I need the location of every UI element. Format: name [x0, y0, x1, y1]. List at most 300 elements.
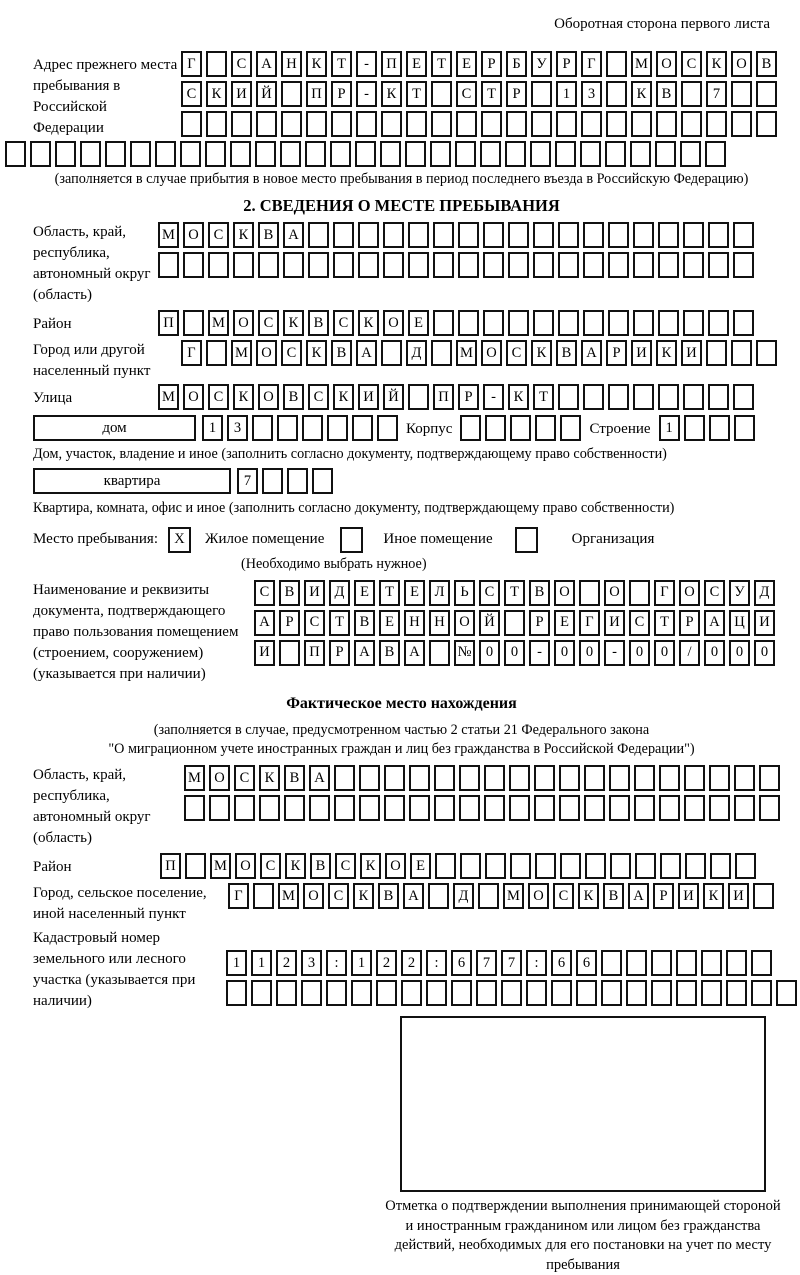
char-cell[interactable]: С [553, 883, 574, 909]
char-cell[interactable] [483, 222, 504, 248]
char-cell[interactable] [359, 765, 380, 791]
char-cell[interactable]: Д [453, 883, 474, 909]
char-cell[interactable] [606, 51, 627, 77]
char-cell[interactable] [208, 252, 229, 278]
char-cell[interactable]: О [383, 310, 404, 336]
char-cell[interactable] [480, 141, 501, 167]
char-cell[interactable]: О [183, 384, 204, 410]
char-cell[interactable]: А [403, 883, 424, 909]
char-cell[interactable]: Р [331, 81, 352, 107]
char-cell[interactable] [501, 980, 522, 1006]
char-cell[interactable] [584, 795, 605, 821]
char-cell[interactable]: У [729, 580, 750, 606]
char-cell[interactable] [651, 950, 672, 976]
char-cell[interactable]: В [310, 853, 331, 879]
char-cell[interactable] [708, 252, 729, 278]
char-cell[interactable]: С [208, 222, 229, 248]
char-cell[interactable] [505, 141, 526, 167]
char-cell[interactable] [226, 980, 247, 1006]
char-cell[interactable] [651, 980, 672, 1006]
char-cell[interactable] [531, 81, 552, 107]
char-cell[interactable] [731, 81, 752, 107]
char-cell[interactable]: И [681, 340, 702, 366]
char-cell[interactable] [478, 883, 499, 909]
char-cell[interactable] [381, 111, 402, 137]
char-cell[interactable]: 6 [451, 950, 472, 976]
char-cell[interactable]: 1 [351, 950, 372, 976]
char-cell[interactable] [601, 980, 622, 1006]
char-cell[interactable]: Е [410, 853, 431, 879]
char-cell[interactable] [508, 252, 529, 278]
char-cell[interactable] [633, 252, 654, 278]
char-cell[interactable] [376, 980, 397, 1006]
char-cell[interactable]: В [283, 384, 304, 410]
char-cell[interactable] [80, 141, 101, 167]
char-cell[interactable] [580, 141, 601, 167]
char-cell[interactable]: Р [329, 640, 350, 666]
char-cell[interactable] [560, 415, 581, 441]
char-cell[interactable] [380, 141, 401, 167]
char-cell[interactable]: С [308, 384, 329, 410]
char-cell[interactable]: С [479, 580, 500, 606]
char-cell[interactable] [630, 141, 651, 167]
char-cell[interactable] [435, 853, 456, 879]
char-cell[interactable]: 1 [226, 950, 247, 976]
char-cell[interactable]: 3 [227, 415, 248, 441]
char-cell[interactable]: С [704, 580, 725, 606]
char-cell[interactable] [5, 141, 26, 167]
char-cell[interactable] [708, 310, 729, 336]
apartment-box[interactable]: квартира [33, 468, 231, 494]
char-cell[interactable]: Г [654, 580, 675, 606]
char-cell[interactable]: : [426, 950, 447, 976]
char-cell[interactable] [287, 468, 308, 494]
char-cell[interactable] [381, 340, 402, 366]
char-cell[interactable]: К [285, 853, 306, 879]
char-cell[interactable]: И [304, 580, 325, 606]
char-cell[interactable] [183, 252, 204, 278]
char-cell[interactable] [605, 141, 626, 167]
char-cell[interactable] [608, 222, 629, 248]
char-cell[interactable]: О [235, 853, 256, 879]
char-cell[interactable]: - [604, 640, 625, 666]
char-cell[interactable] [356, 111, 377, 137]
char-cell[interactable] [685, 853, 706, 879]
char-cell[interactable]: О [256, 340, 277, 366]
char-cell[interactable] [206, 111, 227, 137]
char-cell[interactable] [455, 141, 476, 167]
char-cell[interactable] [751, 950, 772, 976]
char-cell[interactable]: 0 [729, 640, 750, 666]
char-cell[interactable]: В [378, 883, 399, 909]
char-cell[interactable] [756, 340, 777, 366]
char-cell[interactable]: 1 [251, 950, 272, 976]
char-cell[interactable]: Г [228, 883, 249, 909]
char-cell[interactable]: М [503, 883, 524, 909]
char-cell[interactable] [484, 795, 505, 821]
char-cell[interactable]: К [333, 384, 354, 410]
char-cell[interactable]: Т [533, 384, 554, 410]
char-cell[interactable] [608, 252, 629, 278]
char-cell[interactable] [676, 980, 697, 1006]
char-cell[interactable] [708, 384, 729, 410]
char-cell[interactable]: К [233, 222, 254, 248]
char-cell[interactable]: О [233, 310, 254, 336]
char-cell[interactable] [706, 340, 727, 366]
char-cell[interactable]: В [756, 51, 777, 77]
char-cell[interactable] [180, 141, 201, 167]
char-cell[interactable]: К [508, 384, 529, 410]
char-cell[interactable] [255, 141, 276, 167]
char-cell[interactable] [401, 980, 422, 1006]
char-cell[interactable]: Р [653, 883, 674, 909]
char-cell[interactable]: С [456, 81, 477, 107]
char-cell[interactable] [434, 765, 455, 791]
char-cell[interactable] [734, 795, 755, 821]
char-cell[interactable]: П [306, 81, 327, 107]
char-cell[interactable] [731, 111, 752, 137]
char-cell[interactable] [534, 765, 555, 791]
char-cell[interactable]: Н [281, 51, 302, 77]
char-cell[interactable] [635, 853, 656, 879]
char-cell[interactable] [358, 222, 379, 248]
char-cell[interactable]: О [731, 51, 752, 77]
char-cell[interactable] [759, 765, 780, 791]
char-cell[interactable] [608, 310, 629, 336]
char-cell[interactable] [409, 795, 430, 821]
char-cell[interactable] [234, 795, 255, 821]
char-cell[interactable]: С [681, 51, 702, 77]
char-cell[interactable] [709, 795, 730, 821]
char-cell[interactable] [508, 222, 529, 248]
char-cell[interactable]: Т [406, 81, 427, 107]
char-cell[interactable]: Р [606, 340, 627, 366]
char-cell[interactable]: К [353, 883, 374, 909]
char-cell[interactable]: Т [379, 580, 400, 606]
char-cell[interactable] [533, 252, 554, 278]
char-cell[interactable] [533, 222, 554, 248]
char-cell[interactable] [451, 980, 472, 1006]
char-cell[interactable]: О [183, 222, 204, 248]
char-cell[interactable]: Н [404, 610, 425, 636]
char-cell[interactable] [633, 384, 654, 410]
char-cell[interactable] [281, 111, 302, 137]
char-cell[interactable]: / [679, 640, 700, 666]
char-cell[interactable] [658, 252, 679, 278]
char-cell[interactable]: А [256, 51, 277, 77]
char-cell[interactable] [428, 883, 449, 909]
char-cell[interactable] [276, 980, 297, 1006]
char-cell[interactable] [634, 795, 655, 821]
char-cell[interactable] [634, 765, 655, 791]
char-cell[interactable] [433, 252, 454, 278]
residential-checkbox[interactable] [168, 527, 191, 553]
char-cell[interactable] [558, 310, 579, 336]
char-cell[interactable] [231, 111, 252, 137]
char-cell[interactable]: К [578, 883, 599, 909]
char-cell[interactable] [556, 111, 577, 137]
organization-checkbox[interactable] [515, 527, 538, 553]
char-cell[interactable]: П [160, 853, 181, 879]
char-cell[interactable]: И [604, 610, 625, 636]
char-cell[interactable] [656, 111, 677, 137]
char-cell[interactable] [753, 883, 774, 909]
char-cell[interactable]: С [208, 384, 229, 410]
char-cell[interactable]: И [754, 610, 775, 636]
char-cell[interactable]: Т [504, 580, 525, 606]
char-cell[interactable] [710, 853, 731, 879]
char-cell[interactable] [429, 640, 450, 666]
char-cell[interactable] [458, 222, 479, 248]
char-cell[interactable]: 7 [237, 468, 258, 494]
char-cell[interactable]: 1 [556, 81, 577, 107]
char-cell[interactable] [629, 580, 650, 606]
char-cell[interactable]: : [526, 950, 547, 976]
char-cell[interactable] [426, 980, 447, 1006]
char-cell[interactable] [253, 883, 274, 909]
char-cell[interactable] [558, 384, 579, 410]
char-cell[interactable]: Д [406, 340, 427, 366]
char-cell[interactable] [701, 950, 722, 976]
char-cell[interactable] [560, 853, 581, 879]
char-cell[interactable]: М [278, 883, 299, 909]
char-cell[interactable] [585, 853, 606, 879]
char-cell[interactable] [30, 141, 51, 167]
char-cell[interactable]: 7 [476, 950, 497, 976]
char-cell[interactable] [733, 252, 754, 278]
char-cell[interactable] [408, 252, 429, 278]
char-cell[interactable]: Р [481, 51, 502, 77]
char-cell[interactable] [609, 765, 630, 791]
char-cell[interactable] [377, 415, 398, 441]
char-cell[interactable] [408, 222, 429, 248]
char-cell[interactable]: 7 [501, 950, 522, 976]
char-cell[interactable]: К [531, 340, 552, 366]
char-cell[interactable]: - [529, 640, 550, 666]
char-cell[interactable] [631, 111, 652, 137]
char-cell[interactable] [458, 252, 479, 278]
char-cell[interactable] [458, 310, 479, 336]
char-cell[interactable]: К [306, 340, 327, 366]
char-cell[interactable]: М [210, 853, 231, 879]
char-cell[interactable] [483, 310, 504, 336]
char-cell[interactable]: Ц [729, 610, 750, 636]
char-cell[interactable]: Г [579, 610, 600, 636]
char-cell[interactable] [530, 141, 551, 167]
char-cell[interactable] [526, 980, 547, 1006]
char-cell[interactable] [331, 111, 352, 137]
char-cell[interactable] [535, 415, 556, 441]
char-cell[interactable]: М [158, 384, 179, 410]
char-cell[interactable]: Е [554, 610, 575, 636]
char-cell[interactable] [515, 527, 538, 553]
char-cell[interactable] [434, 795, 455, 821]
char-cell[interactable]: М [184, 765, 205, 791]
char-cell[interactable] [155, 141, 176, 167]
char-cell[interactable] [384, 795, 405, 821]
char-cell[interactable] [258, 252, 279, 278]
char-cell[interactable]: О [481, 340, 502, 366]
char-cell[interactable] [181, 111, 202, 137]
char-cell[interactable]: П [433, 384, 454, 410]
char-cell[interactable]: К [358, 310, 379, 336]
char-cell[interactable]: 2 [376, 950, 397, 976]
char-cell[interactable] [504, 610, 525, 636]
char-cell[interactable] [430, 141, 451, 167]
char-cell[interactable]: В [354, 610, 375, 636]
char-cell[interactable] [581, 111, 602, 137]
char-cell[interactable]: Е [456, 51, 477, 77]
char-cell[interactable] [681, 111, 702, 137]
char-cell[interactable] [384, 765, 405, 791]
char-cell[interactable] [476, 980, 497, 1006]
char-cell[interactable]: В [258, 222, 279, 248]
char-cell[interactable]: С [304, 610, 325, 636]
char-cell[interactable]: Д [329, 580, 350, 606]
char-cell[interactable] [406, 111, 427, 137]
char-cell[interactable] [583, 310, 604, 336]
char-cell[interactable]: С [258, 310, 279, 336]
char-cell[interactable]: И [631, 340, 652, 366]
char-cell[interactable]: 6 [576, 950, 597, 976]
char-cell[interactable]: В [529, 580, 550, 606]
char-cell[interactable]: К [706, 51, 727, 77]
char-cell[interactable] [333, 222, 354, 248]
char-cell[interactable] [305, 141, 326, 167]
char-cell[interactable] [676, 950, 697, 976]
char-cell[interactable]: С [234, 765, 255, 791]
char-cell[interactable] [306, 111, 327, 137]
char-cell[interactable] [534, 795, 555, 821]
char-cell[interactable]: А [309, 765, 330, 791]
char-cell[interactable] [608, 384, 629, 410]
char-cell[interactable]: К [656, 340, 677, 366]
char-cell[interactable]: Е [408, 310, 429, 336]
char-cell[interactable]: С [231, 51, 252, 77]
char-cell[interactable]: К [381, 81, 402, 107]
char-cell[interactable] [481, 111, 502, 137]
char-cell[interactable]: А [356, 340, 377, 366]
char-cell[interactable] [683, 384, 704, 410]
char-cell[interactable] [606, 81, 627, 107]
char-cell[interactable]: П [158, 310, 179, 336]
char-cell[interactable] [558, 222, 579, 248]
char-cell[interactable]: Е [379, 610, 400, 636]
char-cell[interactable] [205, 141, 226, 167]
char-cell[interactable]: № [454, 640, 475, 666]
char-cell[interactable] [626, 980, 647, 1006]
char-cell[interactable] [312, 468, 333, 494]
char-cell[interactable] [705, 141, 726, 167]
char-cell[interactable]: О [554, 580, 575, 606]
char-cell[interactable]: Е [406, 51, 427, 77]
char-cell[interactable]: И [231, 81, 252, 107]
char-cell[interactable] [726, 980, 747, 1006]
char-cell[interactable]: В [556, 340, 577, 366]
char-cell[interactable] [681, 81, 702, 107]
char-cell[interactable]: В [656, 81, 677, 107]
char-cell[interactable] [735, 853, 756, 879]
char-cell[interactable] [256, 111, 277, 137]
char-cell[interactable]: В [308, 310, 329, 336]
char-cell[interactable] [658, 384, 679, 410]
char-cell[interactable] [358, 252, 379, 278]
char-cell[interactable] [535, 853, 556, 879]
char-cell[interactable] [660, 853, 681, 879]
char-cell[interactable] [383, 222, 404, 248]
char-cell[interactable] [281, 81, 302, 107]
char-cell[interactable]: С [328, 883, 349, 909]
char-cell[interactable]: А [354, 640, 375, 666]
char-cell[interactable]: Л [429, 580, 450, 606]
char-cell[interactable]: Г [181, 340, 202, 366]
char-cell[interactable] [509, 765, 530, 791]
char-cell[interactable] [327, 415, 348, 441]
char-cell[interactable] [759, 795, 780, 821]
char-cell[interactable]: Д [754, 580, 775, 606]
char-cell[interactable] [251, 980, 272, 1006]
char-cell[interactable] [684, 415, 705, 441]
char-cell[interactable] [485, 853, 506, 879]
char-cell[interactable] [351, 980, 372, 1006]
char-cell[interactable]: Г [581, 51, 602, 77]
char-cell[interactable] [659, 765, 680, 791]
char-cell[interactable] [158, 252, 179, 278]
char-cell[interactable]: 3 [301, 950, 322, 976]
char-cell[interactable]: К [259, 765, 280, 791]
char-cell[interactable] [731, 340, 752, 366]
char-cell[interactable] [431, 111, 452, 137]
char-cell[interactable] [383, 252, 404, 278]
char-cell[interactable]: К [703, 883, 724, 909]
char-cell[interactable] [756, 81, 777, 107]
char-cell[interactable] [706, 111, 727, 137]
char-cell[interactable] [484, 765, 505, 791]
char-cell[interactable] [708, 222, 729, 248]
char-cell[interactable] [583, 384, 604, 410]
char-cell[interactable] [506, 111, 527, 137]
char-cell[interactable] [776, 980, 797, 1006]
char-cell[interactable] [301, 980, 322, 1006]
char-cell[interactable] [658, 310, 679, 336]
char-cell[interactable]: К [206, 81, 227, 107]
char-cell[interactable]: X [168, 527, 191, 553]
char-cell[interactable]: А [628, 883, 649, 909]
char-cell[interactable] [408, 384, 429, 410]
char-cell[interactable] [105, 141, 126, 167]
char-cell[interactable] [633, 310, 654, 336]
char-cell[interactable]: О [454, 610, 475, 636]
char-cell[interactable]: 7 [706, 81, 727, 107]
char-cell[interactable]: 1 [202, 415, 223, 441]
char-cell[interactable] [184, 795, 205, 821]
char-cell[interactable] [733, 222, 754, 248]
char-cell[interactable] [340, 527, 363, 553]
char-cell[interactable]: О [604, 580, 625, 606]
char-cell[interactable]: 0 [704, 640, 725, 666]
char-cell[interactable]: В [331, 340, 352, 366]
char-cell[interactable]: Г [181, 51, 202, 77]
char-cell[interactable] [559, 765, 580, 791]
char-cell[interactable]: И [678, 883, 699, 909]
char-cell[interactable]: У [531, 51, 552, 77]
char-cell[interactable] [308, 222, 329, 248]
char-cell[interactable]: О [679, 580, 700, 606]
char-cell[interactable]: С [260, 853, 281, 879]
char-cell[interactable] [333, 252, 354, 278]
char-cell[interactable]: А [254, 610, 275, 636]
char-cell[interactable] [284, 795, 305, 821]
